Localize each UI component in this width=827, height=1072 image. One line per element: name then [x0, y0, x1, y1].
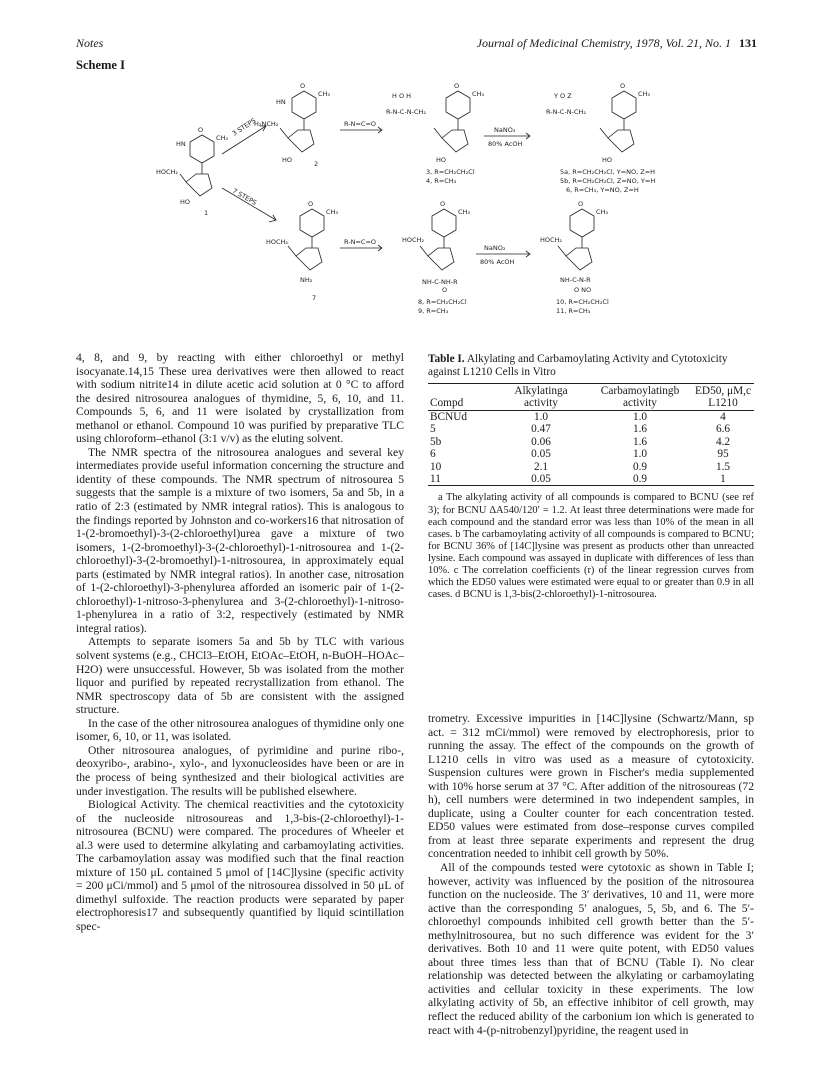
table-cell: 1.5 — [715, 460, 731, 473]
table-cell: 2.1 — [533, 460, 549, 473]
methyl-label: CH₃ — [472, 90, 485, 98]
atom-label-o: O — [198, 126, 204, 134]
hoch2-label-10: HOCH₂ — [540, 236, 563, 244]
table-cell: 0.47 — [531, 423, 551, 436]
activity-table — [428, 383, 754, 486]
nh-label: HN — [276, 98, 286, 106]
table-cell: 0.05 — [494, 473, 588, 486]
paragraph: trometry. Excessive impurities in [14C]lysine (Schwartz/Mann, sp act. = 312 mCi/mmol) were removed by electrophoresis, prior to running the assay. The effect of the compounds on the growth of L1210 cells in vitro was used as a measure of cytotoxicity. Suspension cultures were grown in Fischer's media supplemented with 10% horse serum at 37 °C. After addition of the nitrosoureas (72 h), cell numbers were determined in two independent samples, in duplicate, using a Coulter counter for each concentration tested. ED50 values were estimated from dose–response curves compiled from at least three separate experiments and represent the drug concentration needed to inhibit cell growth by 50%. — [428, 712, 754, 861]
nitroso-upper-atoms: Y O Z — [554, 92, 572, 100]
table-cell: 1.0 — [632, 411, 648, 423]
structure-3-4 — [434, 91, 470, 152]
nitroso-upper-chain: R-N-C-N-CH₂ — [546, 108, 586, 116]
nh-label: HN — [176, 140, 186, 148]
table-cell: 5 — [430, 423, 436, 436]
compound-5b-label: 5b, R=CH₂CH₂Cl, Z=NO, Y=H — [560, 177, 656, 185]
urea-upper-atoms: H O H — [392, 92, 412, 100]
table-header-carbamoylating: Carbamoylatingb activity — [588, 384, 692, 411]
atom-label-o: O — [454, 82, 460, 90]
table-cell: 0.9 — [588, 473, 692, 486]
scheme-label: Scheme I — [76, 58, 125, 72]
compound-5a-label: 5a, R=CH₂CH₂Cl, Y=NO, Z=H — [560, 168, 656, 176]
compound-3-label: 3, R=CH₂CH₂Cl — [426, 168, 475, 176]
table-row — [428, 461, 754, 473]
compound-7-label: 7 — [312, 294, 317, 302]
page-number: 131 — [739, 36, 757, 50]
structure-8-9 — [420, 209, 456, 270]
reaction-scheme-drawing — [150, 70, 710, 348]
hoch2-label-8: HOCH₂ — [402, 236, 425, 244]
table-cell: 5b — [430, 435, 442, 448]
table-header-ed50: ED50, μM,c L1210 — [692, 384, 754, 411]
table-cell: BCNUd — [430, 411, 468, 423]
ho-label-3: HO — [436, 156, 447, 164]
compound-10-label: 10, R=CH₂CH₂Cl — [556, 298, 609, 306]
journal-citation: Journal of Medicinal Chemistry, 1978, Vol. 21, No. 1 — [476, 36, 731, 50]
table-cell: 4.2 — [715, 435, 731, 448]
ho-label-5: HO — [602, 156, 613, 164]
compound-4-label: 4, R=CH₃ — [426, 177, 457, 185]
left-column — [76, 351, 404, 934]
acid-reagent-upper: 80% AcOH — [488, 140, 523, 148]
table-1 — [428, 353, 754, 601]
structure-7 — [288, 209, 324, 270]
nitrous-reagent-upper: NaNO₂ — [494, 126, 516, 134]
urea-upper-chain: R-N-C-N-CH₂ — [386, 108, 426, 116]
table-row — [428, 423, 754, 435]
table-cell: 95 — [717, 448, 729, 461]
methyl-label: CH₃ — [318, 90, 331, 98]
table-row — [428, 473, 754, 486]
table-cell: 6 — [430, 448, 436, 461]
compound-1-label: 1 — [204, 209, 209, 217]
paragraph: Other nitrosourea analogues, of pyrimidine and purine ribo-, deoxyribo-, arabino-, xylo-, and lyxonucleosides have been or are in the process of being synthesized and their biological activities are under investigation. The results will be published elsewhere. — [76, 743, 404, 798]
ho-label-2: HO — [282, 156, 293, 164]
methyl-label: CH₃ — [326, 208, 339, 216]
table-row — [428, 448, 754, 460]
table-cell: 0.9 — [632, 460, 648, 473]
compound-9-label: 9, R=CH₃ — [418, 307, 449, 315]
acid-reagent-lower: 80% AcOH — [480, 258, 515, 266]
steps-lower-label: 7 STEPS — [231, 186, 258, 207]
methyl-label: CH₃ — [216, 134, 229, 142]
atom-label-o: O — [620, 82, 626, 90]
table-title-text: Alkylating and Carbamoylating Activity and Cytotoxicity against L1210 Cells in Vitro — [428, 353, 728, 378]
atom-label-o: O — [300, 82, 306, 90]
structure-5-6 — [600, 91, 636, 152]
table-cell: 1.6 — [632, 435, 648, 448]
hoch2-label-7: HOCH₂ — [266, 238, 289, 246]
table-row — [428, 411, 754, 424]
atom-label-o: O — [308, 200, 314, 208]
compound-2-label: 2 — [314, 160, 319, 168]
paragraph: Biological Activity. The chemical reactivities and the cytotoxicity of the nucleoside nitrosoureas and 1,3-bis-(2-chloroethyl)-1-nitrosourea (BCNU) were compared. The procedures of Wheeler et al.3 were used to determine alkylating and carbamoylating activities. The carbamoylation assay was modified such that the final reaction mixture of 150 μL contained 5 μmol of [14C]lysine (specific activity = 200 μCi/mmol) and 5 μmol of the nitrosourea dissolved in 50 μL of dimethyl sulfoxide. The reaction products were separated by paper electrophoresis17 and subsequently quantified by liquid scintillation spec- — [76, 798, 404, 933]
atom-label-o: O — [440, 200, 446, 208]
methyl-label: CH₃ — [458, 208, 471, 216]
nitroso-lower-sub: O NO — [574, 286, 592, 294]
hoch2-label-1: HOCH₂ — [156, 168, 179, 176]
table-title-label: Table I. — [428, 353, 465, 365]
paragraph: The NMR spectra of the nitrosourea analogues and several key intermediates provide useful information concerning the structure and identity of these compounds. The NMR spectrum of nitrosourea 5 suggests that the sample is a mixture of two isomers, 5a and 5b, in a ratio of 2:3 (estimated by NMR integral ratios). This is analogous to the findings reported by Johnston and co-workers16 that nitrosation of 1-(2-bromoethyl)-3-(2-chloroethyl)urea gave a mixture of two isomers, 1-(2-bromoethyl)-3-(2-chloroethyl)-1-nitrosourea and 1-(2-chloroethyl)-3-(2-bromoethyl)-1-nitrosourea, in approximately equal parts (estimated by NMR integral ratios). In another case, nitrosation of 1-(2-chloroethyl)-3-phenylurea afforded an isomeric pair of 1-(2-chloroethyl)-1-nitroso-3-phenylurea and 3-(2-chloroethyl)-1-nitroso-1-phenylurea in a ratio of 3:2, respectively (estimated by NMR integral ratios). — [76, 445, 404, 635]
h2nch2-label: H₂NCH₂ — [254, 120, 279, 128]
table-footnote: a The alkylating activity of all compounds is compared to BCNU (see ref 3); for BCNU ΔA540/120′ = 1.2. At least three determinations were made for each compound and the standard error was less than 10% of the mean in all cases. b The carbamoylating activity of all compounds is compared to BCNU; for BCNU 36% of [14C]lysine was present as products other than unreacted lysine. Each compound was assayed in duplicate with differences of less than 10%. c The correlation coefficients (r) of the linear regression curves from which the ED50 values were estimated were equal to or greater than 0.9 in all cases. d BCNU is 1,3-bis(2-chloroethyl)-1-nitrosourea. — [428, 492, 754, 601]
paragraph: All of the compounds tested were cytotoxic as shown in Table I; however, activity was influenced by the position of the nitrosourea function on the nucleoside. The 3′ derivatives, 10 and 11, were more active than the corresponding 5′ analogues, 5, 5b, and 6. The 5′-chloroethyl compounds inhibited cell growth better than the 5′-methylnitrosourea, but no such difference was evident for the 3′ derivatives. Both 10 and 11 were quite potent, with ED50 values about three times less than that of BCNU (Table I). No clear relationship was detected between the alkylating or carbamoylating activities and cellular toxicity in these experiments. The low alkylating activity of 5b, an effective inhibitor of cell growth, may reflect the reduced ability of the carbonium ion which is generated to react with 4-(p-nitrobenzyl)pyridine, the reagent used in — [428, 861, 754, 1037]
table-cell: 10 — [430, 460, 442, 473]
steps-upper-label: 3 STEPS — [230, 116, 258, 138]
table-cell: 1.0 — [632, 448, 648, 461]
paragraph: In the case of the other nitrosourea analogues of thymidine only one isomer, 6, 10, or 11, was isolated. — [76, 716, 404, 744]
reaction-scheme — [150, 70, 710, 348]
paragraph: Attempts to separate isomers 5a and 5b by TLC with various solvent systems (e.g., CHCl3–EtOH, EtOAc–EtOH, n-BuOH–HOAc–H2O) were unsuccessful. However, 5b was isolated from the mother liquor and purified by repeated recrystallization from ethanol. The NMR spectroscopy data of 5b are consistent with the assigned structure. — [76, 635, 404, 717]
structure-10-11 — [558, 209, 594, 270]
compound-11-label: 11, R=CH₃ — [556, 307, 591, 315]
atom-label-o: O — [578, 200, 584, 208]
table-cell: 0.05 — [531, 448, 551, 461]
nitrous-reagent-lower: NaNO₂ — [484, 244, 506, 252]
table-cell: 0.06 — [531, 435, 551, 448]
table-cell: 1 — [692, 473, 754, 486]
table-row — [428, 436, 754, 448]
table-header-alkylating: Alkylatinga activity — [494, 384, 588, 411]
right-column — [428, 712, 754, 1037]
running-head-section: Notes — [76, 36, 104, 50]
nh2-label: NH₂ — [300, 276, 313, 284]
table-footnotes — [428, 492, 754, 601]
table-cell: 1.0 — [533, 411, 549, 423]
compound-8-label: 8, R=CH₂CH₂Cl — [418, 298, 467, 306]
table-cell: 11 — [428, 473, 494, 486]
nitroso-lower-chain: NH-C-N-R — [560, 276, 591, 284]
table-title — [428, 353, 754, 379]
compound-6-label: 6, R=CH₃, Y=NO, Z=H — [566, 186, 639, 194]
atom-label-o: O — [442, 286, 448, 294]
isocyanate-reagent-upper: R-N=C=O — [344, 120, 377, 128]
paragraph: 4, 8, and 9, by reacting with either chloroethyl or methyl isocyanate.14,15 These urea derivatives were then allowed to react with sodium nitrite14 in dilute acetic acid solution at 0 °C to afford the desired nitrosourea analogues of thymidine, 5, 6, 10, and 11. Compounds 5, 6, and 11 were isolated by crystallization from methanol or ethanol. Compound 10 was purified by preparative TLC using chloroform–ethanol (3:1 v/v) as the eluting solvent. — [76, 351, 404, 446]
table-cell: 6.6 — [715, 423, 731, 436]
running-head-journal — [477, 36, 757, 51]
methyl-label: CH₃ — [638, 90, 651, 98]
methyl-label: CH₃ — [596, 208, 609, 216]
table-header-compd: Compd — [428, 384, 494, 411]
table-cell: 4 — [720, 411, 726, 423]
isocyanate-reagent-lower: R-N=C=O — [344, 238, 377, 246]
ho-label-1: HO — [180, 198, 191, 206]
urea-lower-chain: NH-C-NH-R — [422, 278, 458, 286]
table-cell: 1.6 — [632, 423, 648, 436]
